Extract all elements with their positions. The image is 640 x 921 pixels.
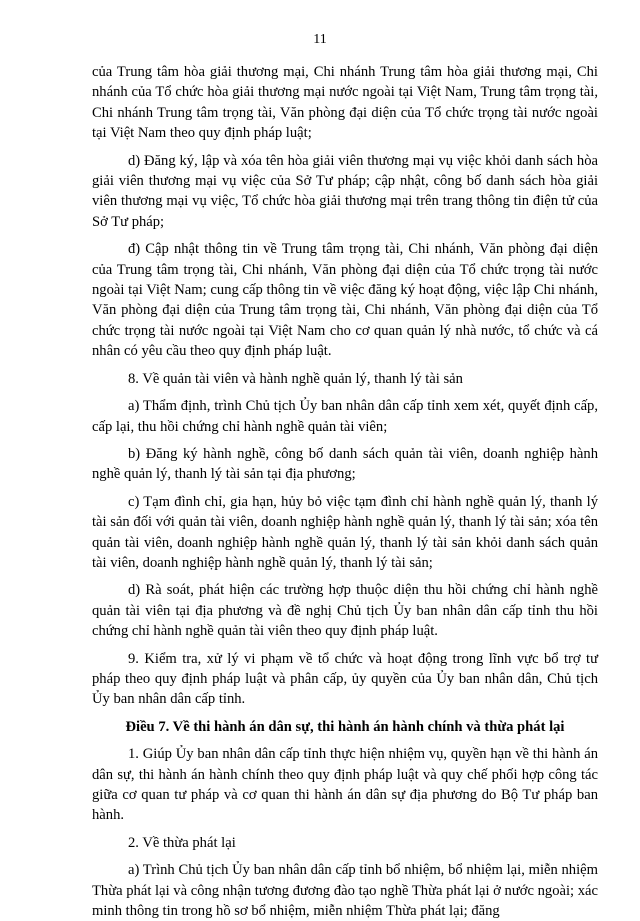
document-body bbox=[92, 62, 598, 921]
article-7-clause-1: 1. Giúp Ủy ban nhân dân cấp tỉnh thực hiện nhiệm vụ, quyền hạn về thi hành án dân sự, thi hành án hành chính theo quy định pháp luật và quy chế phối hợp công tác giữa cơ quan tư pháp và cơ quan thi hành án dân sự địa phương do Bộ Tư pháp ban hành. bbox=[92, 746, 598, 824]
paragraph-item-d-2: d) Rà soát, phát hiện các trường hợp thuộc diện thu hồi chứng chỉ hành nghề quản tài viên tại địa phương và đề nghị Chủ tịch Ủy ban nhân dân cấp tỉnh thu hồi chứng chỉ hành nghề quản tài viên theo quy định pháp luật. bbox=[92, 582, 598, 640]
paragraph-item-dd: đ) Cập nhật thông tin về Trung tâm trọng tài, Chi nhánh, Văn phòng đại diện của Trung tâm trọng tài, Chi nhánh, Văn phòng đại diện của Tổ chức trọng tài nước ngoài tại Việt Nam; cung cấp thông tin về việc đăng ký hoạt động, việc lập Chi nhánh, Văn phòng đại diện của Trung tâm trọng tài, Chi nhánh, Văn phòng đại diện của Tổ chức trọng tài nước ngoài tại Việt Nam cho cơ quan quản lý nhà nước, tổ chức và cá nhân có yêu cầu theo quy định pháp luật. bbox=[92, 241, 598, 360]
article-7-heading: Điều 7. Về thi hành án dân sự, thi hành án hành chính và thừa phát lại bbox=[125, 718, 565, 735]
article-7-clause-2-title: 2. Về thừa phát lại bbox=[128, 834, 236, 851]
paragraph-item-a: a) Thẩm định, trình Chủ tịch Ủy ban nhân dân cấp tỉnh xem xét, quyết định cấp, cấp lại, thu hồi chứng chỉ hành nghề quản tài viên; bbox=[92, 398, 598, 435]
paragraph-item-b: b) Đăng ký hành nghề, công bố danh sách quản tài viên, doanh nghiệp hành nghề quản lý, thanh lý tài sản tại địa phương; bbox=[92, 445, 598, 483]
paragraph-continued: của Trung tâm hòa giải thương mại, Chi nhánh Trung tâm hòa giải thương mại, Chi nhánh của Tổ chức hòa giải thương mại nước ngoài tại Việt Nam, Trung tâm trọng tài, Chi nhánh Trung tâm trọng tài, Văn phòng đại diện của Tổ chức trọng tài nước ngoài tại Việt Nam theo quy định pháp luật; bbox=[92, 64, 598, 142]
paragraph-item-d: d) Đăng ký, lập và xóa tên hòa giải viên thương mại vụ việc khỏi danh sách hòa giải viên thương mại vụ việc của Sở Tư pháp; cập nhật, công bố danh sách hòa giải viên thương mại vụ việc, Tổ chức hòa giải thương mại trên trang thông tin điện tử của Sở Tư pháp; bbox=[92, 152, 598, 230]
page-number: 11 bbox=[313, 32, 327, 47]
section-9: 9. Kiểm tra, xử lý vi phạm về tổ chức và hoạt động trong lĩnh vực bổ trợ tư pháp theo quy định pháp luật và phân cấp, ủy quyền của Ủy ban nhân dân, Chủ tịch Ủy ban nhân dân cấp tỉnh. bbox=[92, 650, 598, 708]
paragraph-item-c: c) Tạm đình chỉ, gia hạn, hủy bỏ việc tạm đình chỉ hành nghề quản lý, thanh lý tài sản đối với quản tài viên, doanh nghiệp hành nghề quản lý, thanh lý tài sản; xóa tên quản tài viên, doanh nghiệp hành nghề quản lý, thanh lý tài sản khỏi danh sách quản tài viên, doanh nghiệp hành nghề quản lý, thanh lý tài sản; bbox=[92, 493, 598, 571]
article-7-clause-2-item-a: a) Trình Chủ tịch Ủy ban nhân dân cấp tỉnh bổ nhiệm, bổ nhiệm lại, miễn nhiệm Thừa phát lại và công nhận tương đương đào tạo nghề Thừa phát lại ở nước ngoài; xác minh thông tin trong hồ sơ bổ nhiệm, miễn nhiệm Thừa phát lại; đăng bbox=[92, 862, 598, 920]
section-8-title: 8. Về quản tài viên và hành nghề quản lý, thanh lý tài sản bbox=[128, 370, 463, 387]
